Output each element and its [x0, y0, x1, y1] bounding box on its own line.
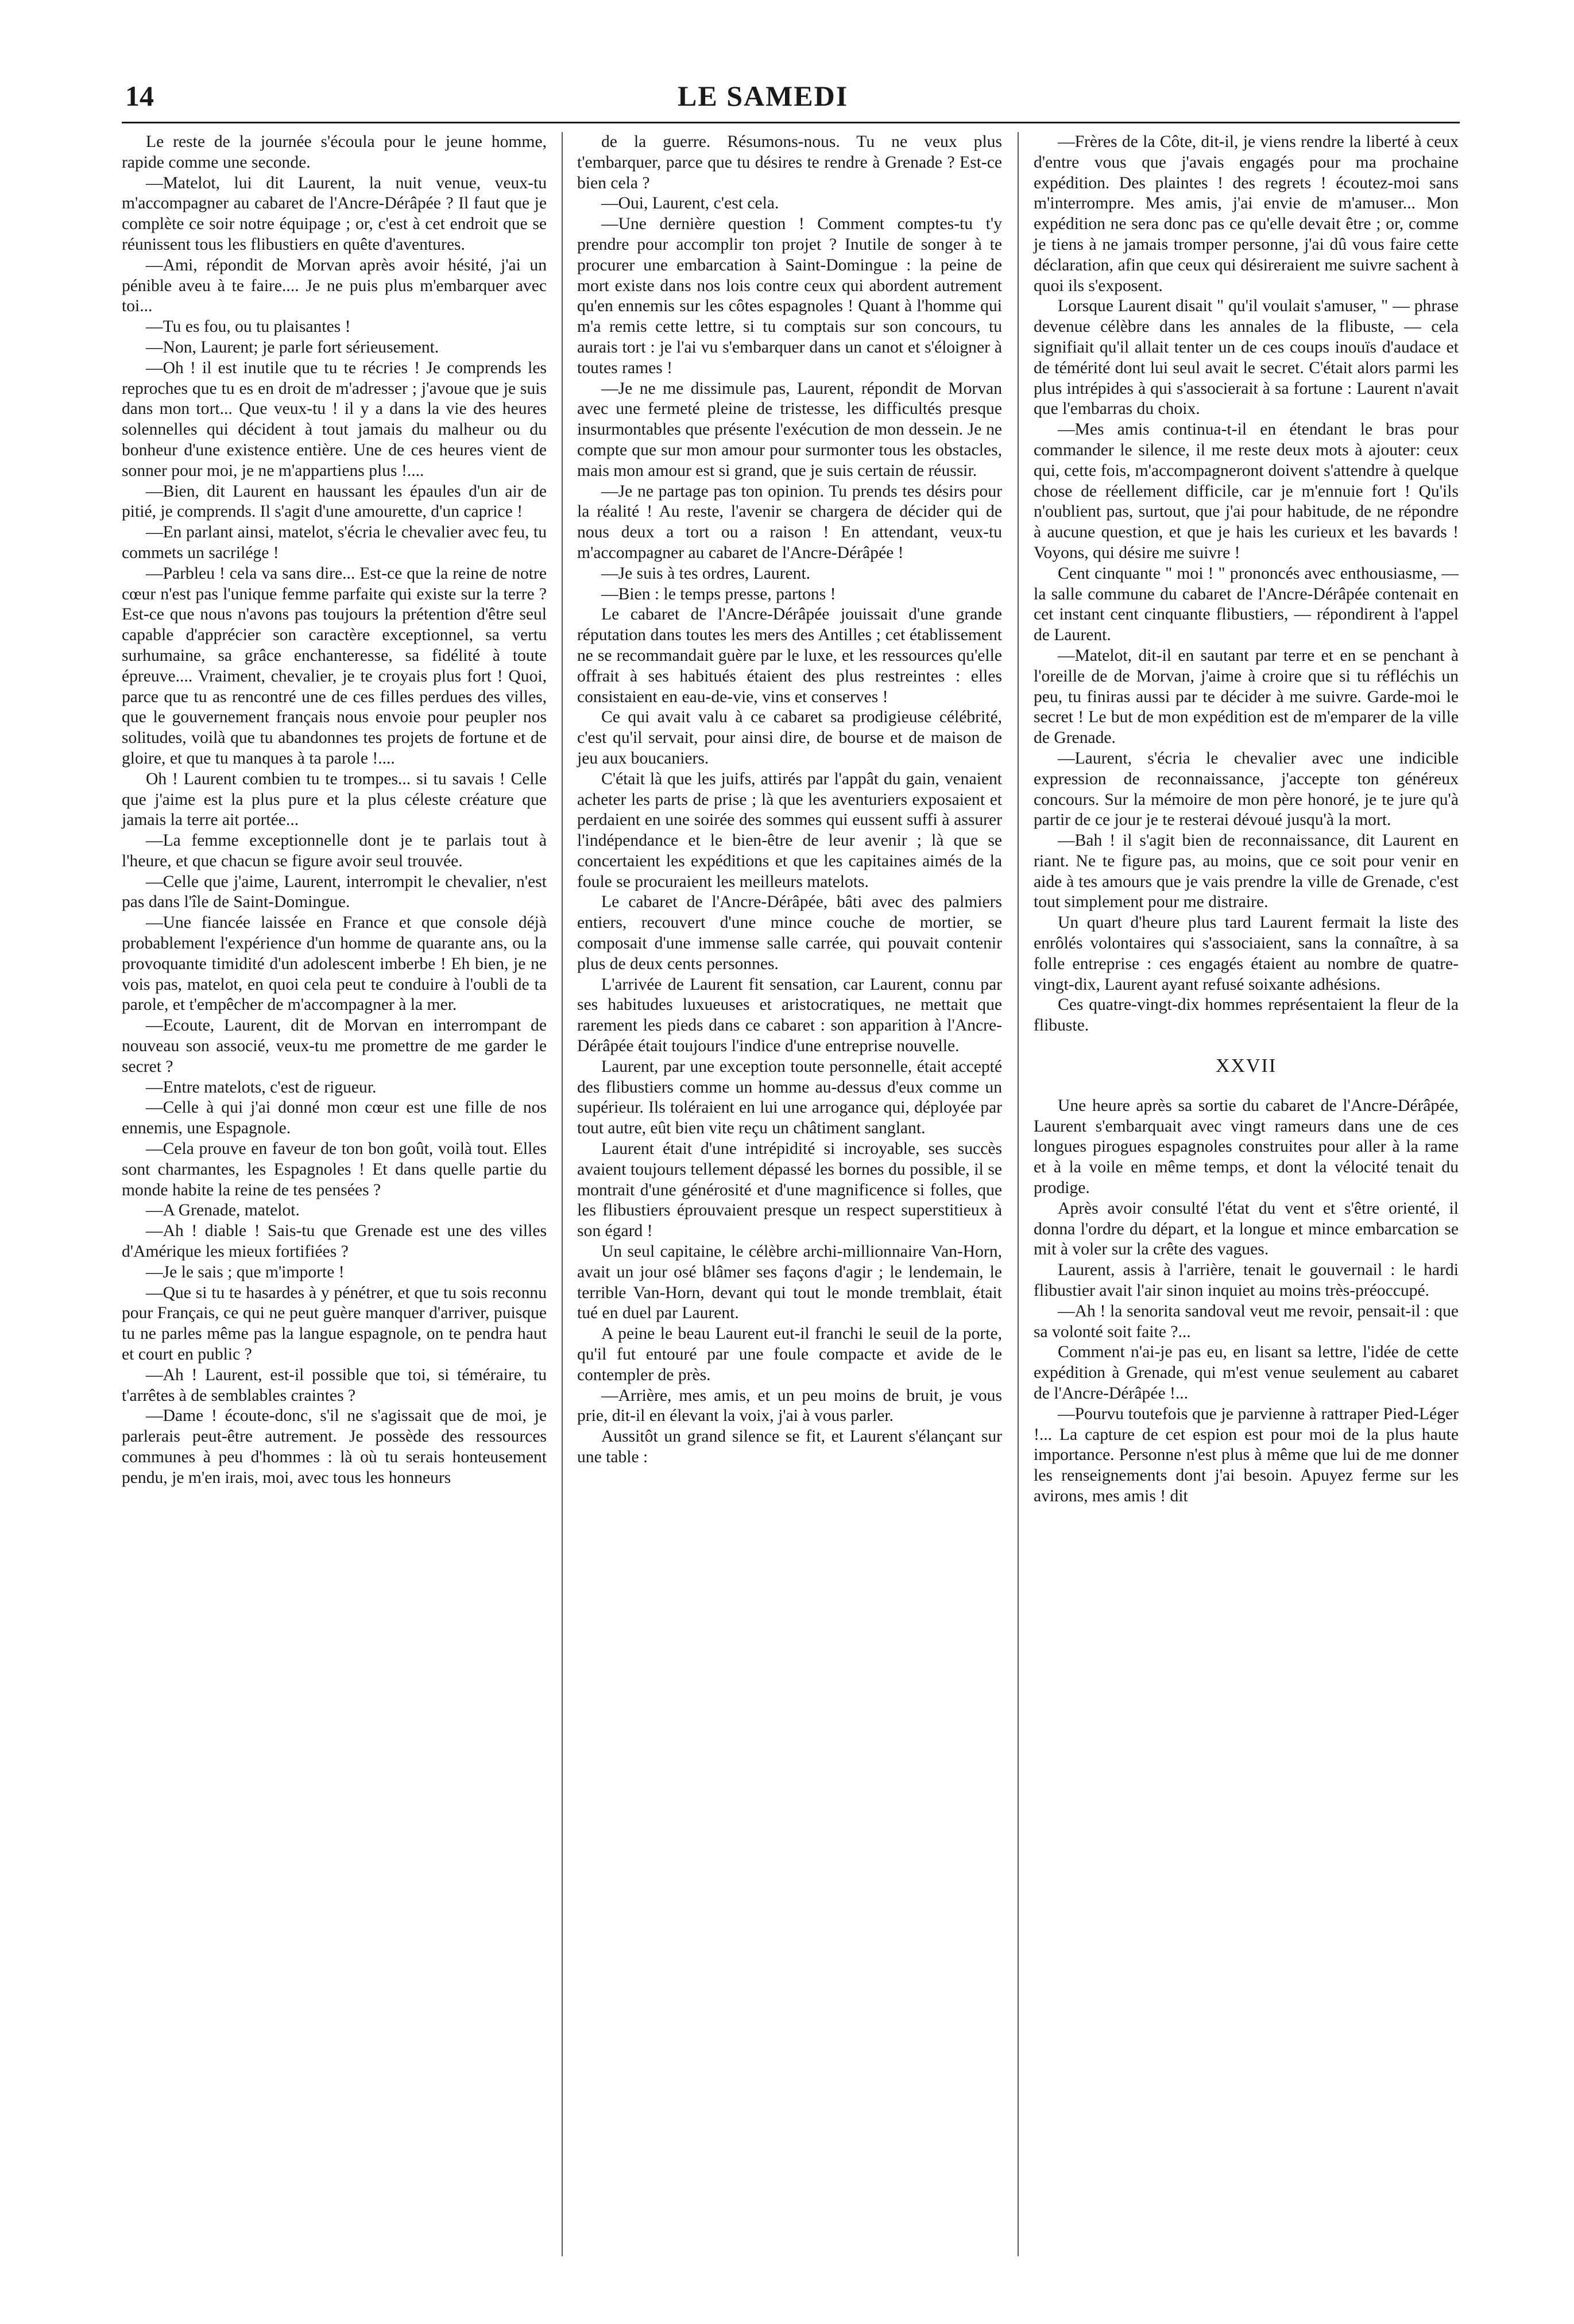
paragraph: —Matelot, dit-il en sautant par terre et en se penchant à l'oreille de de Morvan, j'aime à croire que si tu réfléchis un peu, tu finiras aussi par te décider à me suivre. Garde-moi le secret ! Le but de mon expédition est de m'emparer de la ville de Grenade. — [1034, 646, 1459, 747]
paragraph: —Que si tu te hasardes à y pénétrer, et que tu sois reconnu pour Français, ce qui ne peut guère manquer d'arriver, puisque tu ne parles même pas la langue espagnole, on te pendra haut et court en public ? — [122, 1283, 547, 1364]
column-1 — [122, 132, 547, 1489]
paragraph: Le cabaret de l'Ancre-Dérâpée jouissait d'une grande réputation dans toutes les mers des Antilles ; cet établissement ne se recommandait guère par le luxe, et les ressources qu'elle offrait à ses habitués étaient des plus restreintes : elles consistaient en eau-de-vie, vins et conserves ! — [577, 605, 1002, 706]
paragraph: Une heure après sa sortie du cabaret de l'Ancre-Dérâpée, Laurent s'embarquait avec vingt rameurs dans une de ces longues pirogues espagnoles construites pour aller à la rame et à la voile en même temps, et dont la vélocité tenait du prodige. — [1034, 1096, 1459, 1198]
column-3 — [1034, 132, 1459, 1507]
paragraph: —Arrière, mes amis, et un peu moins de bruit, je vous prie, dit-il en élevant la voix, j'ai à vous parler. — [577, 1386, 1002, 1426]
paragraph: —Tu es fou, ou tu plaisantes ! — [146, 317, 351, 336]
paragraph: —Une dernière question ! Comment comptes-tu t'y prendre pour accomplir ton projet ? Inutile de songer à te procurer une embarcation à Saint-Domingue : la peine de mort existe dans nos lois contre ceux qui abordent autrement qu'en ennemis sur les côtes espagnoles ! Quant à l'homme qui m'a remis cette lettre, si tu comptais sur son concours, tu aurais tort : je l'ai vu s'embarquer dans un canot et s'éloigner à toutes rames ! — [577, 215, 1002, 377]
paragraph: —Une fiancée laissée en France et que console déjà probablement l'expérience d'un homme de quarante ans, ou la provoquante timidité d'un adolescent imberbe ! Eh bien, je ne vois pas, matelot, en quoi cela peut te conduire à l'oubli de ta parole, et t'empêcher de m'accompagner à la mer. — [122, 913, 547, 1014]
running-title: LE SAMEDI — [678, 80, 849, 112]
column-divider — [562, 132, 563, 2256]
paragraph: —Oh ! il est inutile que tu te récries ! Je comprends les reproches que tu es en droit de m'adresser ; j'avoue que je suis dans mon tort... Que veux-tu ! il y a dans la vie des heures solennelles qui décident à tout jamais du malheur ou du bonheur d'une existence entière. Une de ces heures vient de sonner pour moi, je ne m'appartiens plus !.... — [122, 358, 547, 480]
header-rule — [122, 122, 1460, 123]
paragraph: L'arrivée de Laurent fit sensation, car Laurent, connu par ses habitudes luxueuses et aristocratiques, ne mettait que rarement les pieds dans ce cabaret : son apparition à l'Ancre-Dérâpée était toujours l'indice d'une entreprise nouvelle. — [577, 975, 1002, 1056]
paragraph: Après avoir consulté l'état du vent et s'être orienté, il donna l'ordre du départ, et la longue et mince embarcation se mit à voler sur la crête des vagues. — [1034, 1199, 1459, 1259]
paragraph: Laurent était d'une intrépidité si incroyable, ses succès avaient toujours tellement dépassé les bornes du possible, il se montrait d'une générosité et d'une magnificence si folles, que les flibustiers éprouvaient presque un respect superstitieux à son égard ! — [577, 1140, 1002, 1241]
paragraph: Lorsque Laurent disait " qu'il voulait s'amuser, " — phrase devenue célèbre dans les annales de la flibuste, — cela signifiait qu'il allait tenter un de ces coups inouïs d'audace et de témérité dont lui seul avait le secret. C'était alors parmi les plus intrépides à qui s'associerait à sa fortune : Laurent n'avait que l'embarras du choix. — [1034, 297, 1459, 419]
chapter-heading: XXVII — [1215, 1055, 1277, 1077]
paragraph: —Je ne me dissimule pas, Laurent, répondit de Morvan avec une fermeté pleine de tristesse, les difficultés presque insurmontables que présente l'exécution de mon dessein. Je ne compte que sur mon amour pour surmonter tous les obstacles, mais mon amour est si grand, que je suis certain de réussir. — [577, 379, 1002, 480]
paragraph: —Je suis à tes ordres, Laurent. — [601, 564, 811, 583]
paragraph: —Bien : le temps presse, partons ! — [601, 584, 836, 603]
paragraph: Ce qui avait valu à ce cabaret sa prodigieuse célébrité, c'est qu'il servait, pour ainsi dire, de bourse et de maison de jeu aux boucaniers. — [577, 708, 1002, 768]
paragraph: Un quart d'heure plus tard Laurent fermait la liste des enrôlés volontaires qui s'associaient, sans la connaître, à sa folle entreprise : ces engagés étaient au nombre de quatre-vingt-dix, Laurent ayant refusé soixante adhésions. — [1034, 913, 1459, 994]
paragraph: Cent cinquante " moi ! " prononcés avec enthousiasme, — la salle commune du cabaret de l'Ancre-Dérâpée contenait en cet instant cent cinquante flibustiers, — répondirent à l'appel de Laurent. — [1034, 564, 1459, 645]
paragraph: —Entre matelots, c'est de rigueur. — [146, 1078, 377, 1097]
paragraph: —Je le sais ; que m'importe ! — [146, 1262, 345, 1281]
paragraph: Le reste de la journée s'écoula pour le jeune homme, rapide comme une seconde. — [122, 133, 547, 172]
paragraph: —Ah ! la senorita sandoval veut me revoir, pensait-il : que sa volonté soit faite ?... — [1034, 1302, 1459, 1341]
paragraph: —Bien, dit Laurent en haussant les épaules d'un air de pitié, je comprends. Il s'agit d'une amourette, d'un caprice ! — [122, 482, 547, 521]
paragraph: Laurent, par une exception toute personnelle, était accepté des flibustiers comme un homme au-dessus d'eux comme un supérieur. Ils toléraient en lui une arrogance qui, déployée par tout autre, eût bien vite reçu un châtiment sanglant. — [577, 1057, 1002, 1138]
paragraph: —Cela prouve en faveur de ton bon goût, voilà tout. Elles sont charmantes, les Espagnoles ! Et dans quelle partie du monde habite la reine de tes pensées ? — [122, 1140, 547, 1199]
paragraph: —Dame ! écoute-donc, s'il ne s'agissait que de moi, je parlerais peut-être autrement. Je possède des ressources communes à peu d'hommes : là où tu serais honteusement pendu, je m'en irais, moi, avec tous les honneurs — [122, 1407, 547, 1487]
paragraph: —La femme exceptionnelle dont je te parlais tout à l'heure, et que chacun se figure avoir seul trouvée. — [122, 831, 547, 870]
paragraph: —Non, Laurent; je parle fort sérieusement. — [146, 338, 439, 357]
paragraph: —Je ne partage pas ton opinion. Tu prends tes désirs pour la réalité ! Au reste, l'avenir se chargera de décider qui de nous deux a tort ou a raison ! En attendant, veux-tu m'accompagner au cabaret de l'Ancre-Dérâpée ! — [577, 482, 1002, 562]
paragraph: —Parbleu ! cela va sans dire... Est-ce que la reine de notre cœur n'est pas l'unique femme parfaite qui existe sur la terre ? Est-ce que nous n'avons pas toujours la prétention d'être seul capable d'apprécier son caractère exceptionnel, sa vertu surhumaine, sa grâce enchanteresse, sa fidélité à toute épreuve.... Vraiment, chevalier, je te croyais plus fort ! Quoi, parce que tu as rencontré une de ces filles perdues des villes, que le gouvernement français nous envoie pour peupler nos solitudes, voilà que tu abandonnes tes projets de fortune et de gloire, et que tu manques à ta parole !.... — [122, 564, 547, 768]
paragraph: Le cabaret de l'Ancre-Dérâpée, bâti avec des palmiers entiers, recouvert d'une mince couche de mortier, se composait d'une immense salle carrée, qui pouvait contenir plus de deux cents personnes. — [577, 893, 1002, 973]
paragraph: Comment n'ai-je pas eu, en lisant sa lettre, l'idée de cette expédition à Grenade, qui m'est venue seulement au cabaret de l'Ancre-Dérâpée !... — [1034, 1343, 1459, 1403]
paragraph: Laurent, assis à l'arrière, tenait le gouvernail : le hardi flibustier avait l'air sinon inquiet au moins très-préoccupé. — [1034, 1261, 1459, 1300]
paragraph: —Laurent, s'écria le chevalier avec une indicible expression de reconnaissance, j'accepte ton généreux concours. Sur la mémoire de mon père honoré, je te jure qu'à partir de ce jour je te resterai dévoué jusqu'à la mort. — [1034, 749, 1459, 830]
column-2 — [577, 132, 1002, 1468]
paragraph: Aussitôt un grand silence se fit, et Laurent s'élançant sur une table : — [577, 1427, 1002, 1466]
paragraph: —Celle que j'aime, Laurent, interrompit le chevalier, n'est pas dans l'île de Saint-Domingue. — [122, 872, 547, 912]
column-divider — [1018, 132, 1019, 2256]
paragraph: —Frères de la Côte, dit-il, je viens rendre la liberté à ceux d'entre vous que j'avais engagés pour ma prochaine expédition. Des plaintes ! des regrets ! écoutez-moi sans m'interrompre. Mes amis, j'ai envie de m'amuser... Mon expédition ne sera donc pas ce qu'elle devait être ; or, comme je tiens à ne jamais tromper personne, j'ai dû vous faire cette déclaration, afin que ceux qui désireraient me suivre sachent à quoi ils s'exposent. — [1034, 133, 1459, 295]
paragraph: —Celle à qui j'ai donné mon cœur est une fille de nos ennemis, une Espagnole. — [122, 1098, 547, 1138]
paragraph: —Ah ! Laurent, est-il possible que toi, si téméraire, tu t'arrêtes à de semblables craintes ? — [122, 1365, 547, 1405]
page-number: 14 — [125, 80, 154, 112]
paragraph: —En parlant ainsi, matelot, s'écria le chevalier avec feu, tu commets un sacrilége ! — [122, 523, 547, 562]
paragraph: A peine le beau Laurent eut-il franchi le seuil de la porte, qu'il fut entouré par une foule compacte et avide de le contempler de près. — [577, 1324, 1002, 1384]
paragraph: Ces quatre-vingt-dix hommes représentaient la fleur de la flibuste. — [1034, 996, 1459, 1035]
paragraph: C'était là que les juifs, attirés par l'appât du gain, venaient acheter les parts de prise ; là que les aventuriers exposaient et perdaient en une soirée des sommes qui eussent suffi à assurer l'indépendance et le bien-être de leur avenir ; là que se concertaient les expéditions et que les capitaines aimés de la foule se procuraient les meilleurs matelots. — [577, 769, 1002, 891]
paragraph: de la guerre. Résumons-nous. Tu ne veux plus t'embarquer, parce que tu désires te rendre à Grenade ? Est-ce bien cela ? — [577, 133, 1002, 192]
paragraph: —Ah ! diable ! Sais-tu que Grenade est une des villes d'Amérique les mieux fortifiées ? — [122, 1222, 547, 1261]
paragraph: —Oui, Laurent, c'est cela. — [601, 194, 779, 213]
paragraph: —Ami, répondit de Morvan après avoir hésité, j'ai un pénible aveu à te faire.... Je ne puis plus m'embarquer avec toi... — [122, 255, 547, 316]
paragraph: —Bah ! il s'agit bien de reconnaissance, dit Laurent en riant. Ne te figure pas, au moins, que ce soit pour venir en aide à tes amours que je vais prendre la ville de Grenade, c'est tout simplement pour me distraire. — [1034, 831, 1459, 912]
paragraph: —A Grenade, matelot. — [146, 1201, 300, 1220]
paragraph: —Mes amis continua-t-il en étendant le bras pour commander le silence, il me reste deux mots à ajouter: ceux qui, cette fois, m'accompagneront doivent s'attendre à quelque chose de réellement difficile, car je m'ennuie fort ! Qu'ils n'oublient pas, surtout, que j'ai pour habitude, de ne répondre à aucune question, et que je hais les curieux et les bavards ! Voyons, qui désire me suivre ! — [1034, 420, 1459, 562]
paragraph: —Ecoute, Laurent, dit de Morvan en interrompant de nouveau son associé, veux-tu me promettre de me garder le secret ? — [122, 1016, 547, 1076]
paragraph: —Pourvu toutefois que je parvienne à rattraper Pied-Léger !... La capture de cet espion est pour moi de la plus haute importance. Personne n'est plus à même que lui de me donner les renseignements dont j'ai besoin. Apuyez ferme sur les avirons, mes amis ! dit — [1034, 1404, 1459, 1505]
paragraph: —Matelot, lui dit Laurent, la nuit venue, veux-tu m'accompagner au cabaret de l'Ancre-Dérâpée ? Il faut que je complète ce soir notre équipage ; or, c'est à cet endroit que se réunissent tous les flibustiers en quête d'aventures. — [122, 173, 547, 254]
paragraph: Un seul capitaine, le célèbre archi-millionnaire Van-Horn, avait un jour osé blâmer ses façons d'agir ; le lendemain, le terrible Van-Horn, devant qui tout le monde tremblait, était tué en duel par Laurent. — [577, 1242, 1002, 1323]
paragraph: Oh ! Laurent combien tu te trompes... si tu savais ! Celle que j'aime est la plus pure et la plus céleste créature que jamais la terre ait portée... — [122, 769, 547, 830]
